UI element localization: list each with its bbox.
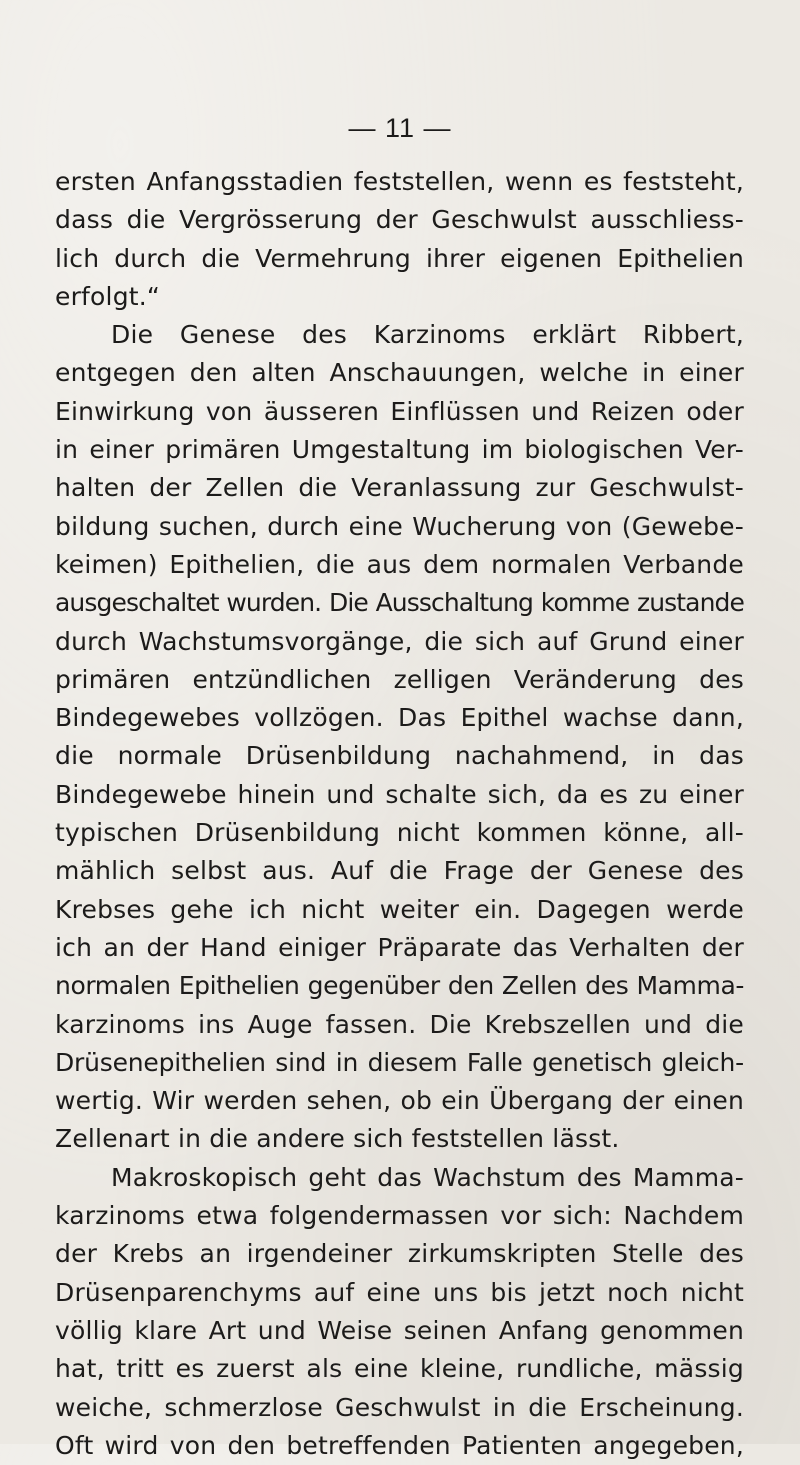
text-line: weiche, schmerzlose Geschwulst in die Erscheinung. [55,1392,744,1422]
text-line: karzinoms ins Auge fassen. Die Krebszellen und die [55,1009,744,1039]
text-line: typischen Drüsenbildung nicht kommen könne, all- [55,818,744,848]
text-line: die normale Drüsenbildung nachahmend, in das [55,741,744,771]
paragraph-start-line: Die Genese des Karzinoms erklärt Ribbert, [111,320,744,350]
text-line: keimen) Epithelien, die aus dem normalen Verbande [55,549,744,579]
text-line: Bindegewebe hinein und schalte sich, da es zu einer [55,779,744,809]
text-line: halten der Zellen die Veranlassung zur Geschwulst- [55,473,744,503]
text-line: Zellenart in die andere sich feststellen lässt. [55,1124,620,1154]
text-line: in einer primären Umgestaltung im biologischen Ver- [55,435,744,465]
text-line: dass die Vergrösserung der Geschwulst ausschliess- [55,205,744,235]
text-line: entgegen den alten Anschauungen, welche in einer [55,358,744,388]
page-number: — 11 — [348,113,452,143]
text-line: karzinoms etwa folgendermassen vor sich: Nachdem [55,1201,744,1231]
text-line: Drüsenepithelien sind in diesem Falle genetisch gleich- [55,1047,744,1077]
text-line: ausgeschaltet wurden. Die Ausschaltung komme zustande [55,588,744,618]
text-line: wertig. Wir werden sehen, ob ein Übergang der einen [55,1086,744,1116]
text-line: bildung suchen, durch eine Wucherung von (Gewebe- [55,511,744,541]
text-line: Drüsenparenchyms auf eine uns bis jetzt noch nicht [55,1277,744,1307]
text-line: Einwirkung von äusseren Einflüssen und Reizen oder [55,396,744,426]
body-text [55,163,744,1465]
text-line: Krebses gehe ich nicht weiter ein. Dagegen werde [55,894,744,924]
text-line: normalen Epithelien gegenüber den Zellen des Mamma- [55,971,744,1001]
text-line: der Krebs an irgendeiner zirkumskripten Stelle des [55,1239,744,1269]
text-line: Bindegewebes vollzögen. Das Epithel wachse dann, [55,703,744,733]
text-line: hat, tritt es zuerst als eine kleine, rundliche, mässig [55,1354,744,1384]
text-line: Oft wird von den betreffenden Patienten angegeben, [55,1430,744,1460]
paragraph-start-line: Makroskopisch geht das Wachstum des Mamma- [111,1162,744,1192]
text-line: ersten Anfangsstadien feststellen, wenn es feststeht, [55,167,744,196]
text-line: mählich selbst aus. Auf die Frage der Genese des [55,856,744,886]
text-line: völlig klare Art und Weise seinen Anfang genommen [55,1315,744,1345]
text-line: lich durch die Vermehrung ihrer eigenen Epithelien [55,243,744,273]
text-line: erfolgt.“ [55,281,161,311]
text-line: primären entzündlichen zelligen Veränderung des [55,664,744,694]
text-line: durch Wachstumsvorgänge, die sich auf Grund einer [55,626,744,656]
text-line: ich an der Hand einiger Präparate das Verhalten der [55,932,744,962]
